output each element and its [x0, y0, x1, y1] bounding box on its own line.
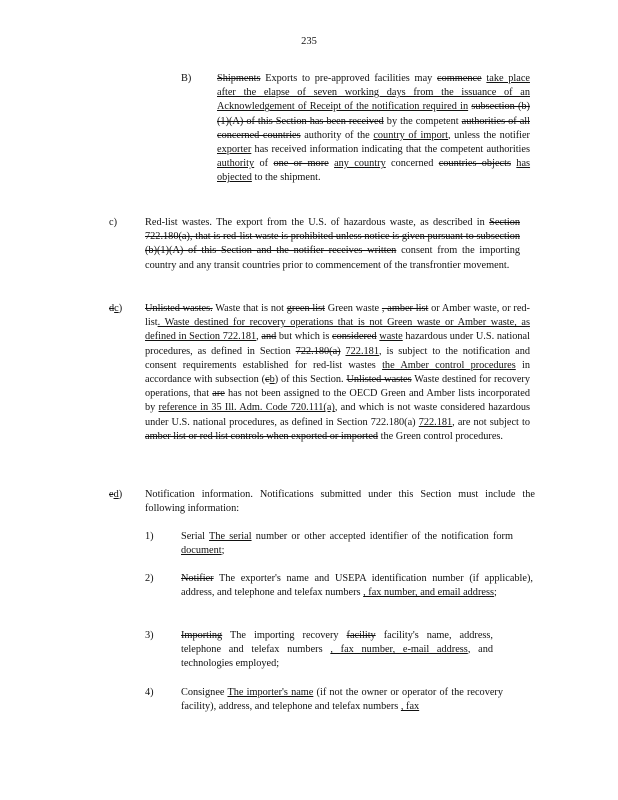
item-3-text: Importing The importing recovery facility facility's name, address, telephone and telefax numbers , fax number, e-mail address, and technologies employed; — [181, 630, 493, 670]
section-label-c: c) — [109, 217, 117, 228]
item-label-2: 2) — [145, 573, 154, 584]
section-b-text: Shipments Exports to pre-approved facilities may commence take place after the elapse of seven working days from the issuance of an Acknowledgement of Receipt of the notification required in subsection (b)(1)(A) of this Section has been received by the competent authorities of all concerned countries authority of the country of import, unless the notifier exporter has received information indicating that the competent authorities authority of one or more any country concerned countries objects has objected to the shipment. — [217, 73, 531, 184]
section-d-text: Unlisted wastes. Waste that is not green list Green waste , amber list or Amber waste, or red-list. Waste destined for recovery operations that is not Green waste or Amber waste, as defined in Section 722.181, and but which is considered waste hazardous under U.S. national procedures, as defined in Section 722.180(a) 722.181, is subject to the notification and consent requirements established for red-list wastes the Amber control procedures in accordance with subsection (cb) of this Section. Unlisted wastes Waste destined for recovery operations, that are has not been assigned to the OECD Green and Amber lists incorporated by reference in 35 Ill. Adm. Code 720.111(a), and which is not waste considered hazardous under U.S. national procedures, as defined in Section 722.180(a) 722.181, are not subject to amber list or red list controls when exported or imported the Green control procedures. — [145, 303, 531, 442]
item-2-text: Notifier The exporter's name and USEPA identification number (if applicable), address, and telephone and telefax numbers , fax number, and email address; — [181, 573, 533, 599]
item-label-4: 4) — [145, 687, 154, 698]
item-label-3: 3) — [145, 630, 154, 641]
section-label-e: ed) — [109, 489, 123, 500]
section-label-d: dc) — [109, 303, 123, 314]
item-1-text: Serial The serial number or other accepted identifier of the notification form document; — [181, 531, 513, 557]
section-label-b: B) — [181, 73, 192, 84]
page-number: 235 — [301, 36, 317, 47]
section-e-text: Notification information. Notifications submitted under this Section must include the following information: — [145, 489, 535, 515]
item-4-text: Consignee The importer's name (if not the owner or operator of the recovery facility), address, and telephone and telefax numbers , fax — [181, 687, 503, 713]
section-c-text: Red-list wastes. The export from the U.S. of hazardous waste, as described in Section 722.180(a), that is red-list waste is prohibited unless notice is given pursuant to subsection (b)(1)(A) of this Section and the notifier receives written consent from the importing country and any transit countries prior to commencement of the transfrontier movement. — [145, 217, 521, 271]
item-label-1: 1) — [145, 531, 154, 542]
